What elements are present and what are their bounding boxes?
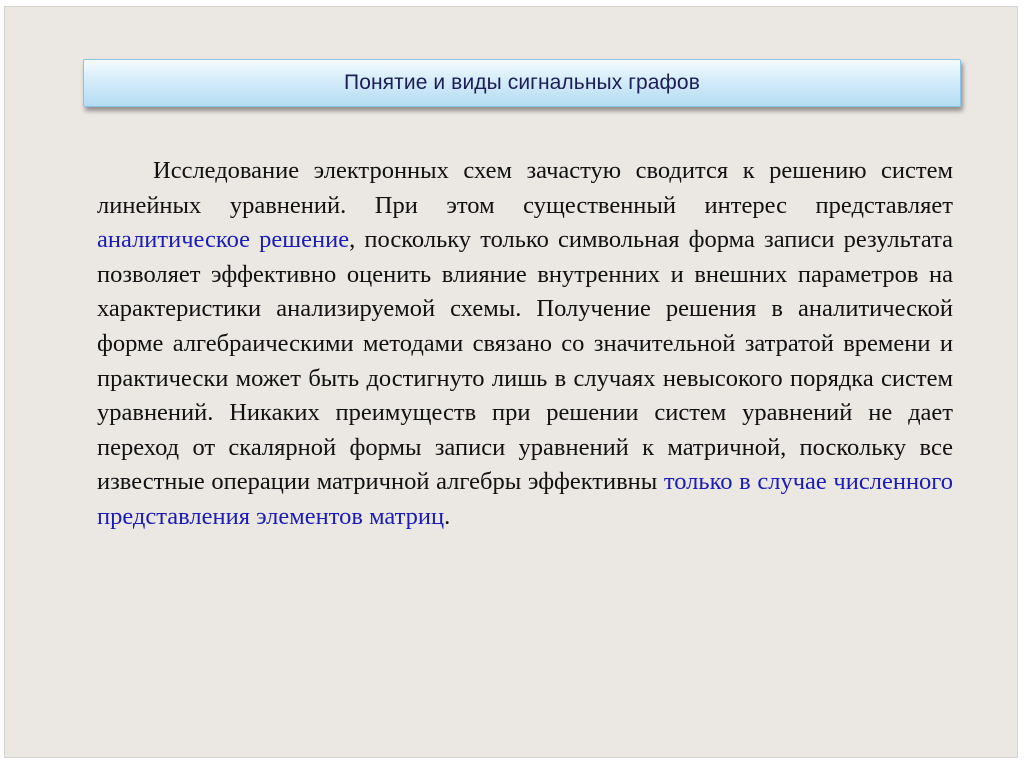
highlight-numeric-representation: только в случае численного представления элементов матриц — [97, 468, 953, 530]
body-paragraph — [97, 154, 953, 535]
slide-title: Понятие и виды сигнальных графов — [344, 71, 700, 94]
body-text-part-1: Исследование электронных схем зачастую сводится к решению систем линейных уравнений. При этом существенный интерес представляет — [97, 157, 953, 219]
highlight-analytic-solution: аналитическое решение — [97, 226, 350, 254]
body-text-part-3: . — [444, 502, 451, 530]
slide — [4, 6, 1018, 758]
body-text-part-2: , поскольку только символьная форма записи результата позволяет эффективно оценить влияние внутренних и внешних параметров на характеристики анализируемой схемы. Получение решения в аналитической форме алгебраическими методами связано со значительной затратой времени и практически может быть достигнуто лишь в случаях невысокого порядка систем уравнений. Никаких преимуществ при решении систем уравнений не дает переход от скалярной формы записи уравнений к матричной, поскольку все известные операции матричной алгебры эффективны — [97, 226, 953, 496]
title-banner — [83, 59, 961, 107]
